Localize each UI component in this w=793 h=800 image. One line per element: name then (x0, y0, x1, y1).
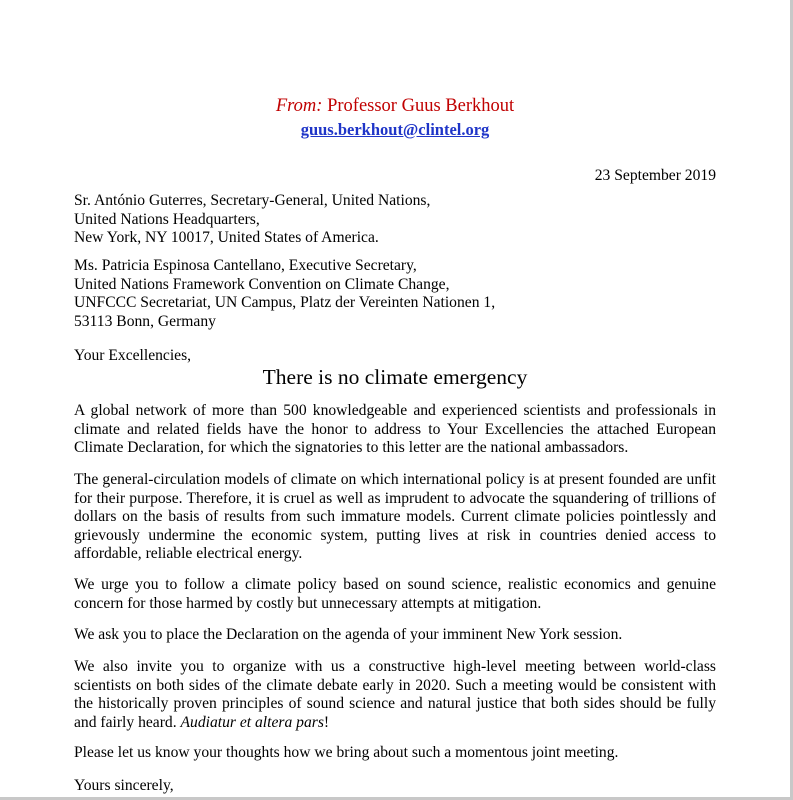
paragraph-4: We ask you to place the Declaration on the agenda of your imminent New York session. (74, 626, 623, 643)
address-line: United Nations Headquarters, (74, 210, 260, 228)
address-line: Sr. António Guterres, Secretary-General, United Nations, (74, 192, 431, 209)
paragraph-1: A global network of more than 500 knowledgeable and experienced scientists and professionals in climate and related fields have the honor to address to Your Excellencies the attached European Climate Declaration, for which the signatories to this letter are the national ambassadors. (74, 402, 716, 456)
address-line: UNFCCC Secretariat, UN Campus, Platz der Vereinten Nationen 1, (74, 294, 496, 311)
recipient-address-1 (74, 192, 716, 248)
address-line: Ms. Patricia Espinosa Cantellano, Executive Secretary, (74, 257, 417, 274)
paragraph-5-text: We also invite you to organize with us a constructive high-level meeting between world-class scientists on both sides of the climate debate early in 2020. Such a meeting would be consistent with the historically proven principles of sound science and natural justice that both sides should be fully and fairly heard. (74, 658, 716, 731)
letter-title: There is no climate emergency (262, 365, 528, 389)
from-name: Professor Guus Berkhout (327, 96, 515, 116)
address-line: New York, NY 10017, United States of America. (74, 229, 379, 246)
latin-phrase: Audiatur et altera pars (180, 713, 324, 731)
from-line (74, 97, 716, 116)
from-label: From: (275, 96, 323, 116)
recipient-address-2 (74, 257, 716, 331)
exclamation: ! (323, 713, 330, 731)
letter-date: 23 September 2019 (594, 167, 716, 184)
paragraph-5 (74, 658, 716, 732)
address-line: 53113 Bonn, Germany (74, 312, 216, 330)
paragraph-2: The general-circulation models of climate on which international policy is at present founded are unfit for their purpose. Therefore, it is cruel as well as imprudent to advocate the squandering of trillions of dollars on the basis of results from such immature models. Current climate policies pointlessly and grievously undermine the economic system, putting lives at risk in countries denied access to affordable, reliable electrical energy. (74, 471, 716, 562)
closing: Yours sincerely, (74, 777, 174, 794)
salutation: Your Excellencies, (74, 347, 192, 364)
address-line: United Nations Framework Convention on Climate Change, (74, 275, 450, 293)
paragraph-3: We urge you to follow a climate policy based on sound science, realistic economics and genuine concern for those harmed by costly but unnecessary attempts at mitigation. (74, 576, 716, 612)
sender-email-link[interactable]: guus.berkhout@clintel.org (300, 120, 490, 139)
paragraph-6: Please let us know your thoughts how we bring about such a momentous joint meeting. (74, 744, 619, 761)
